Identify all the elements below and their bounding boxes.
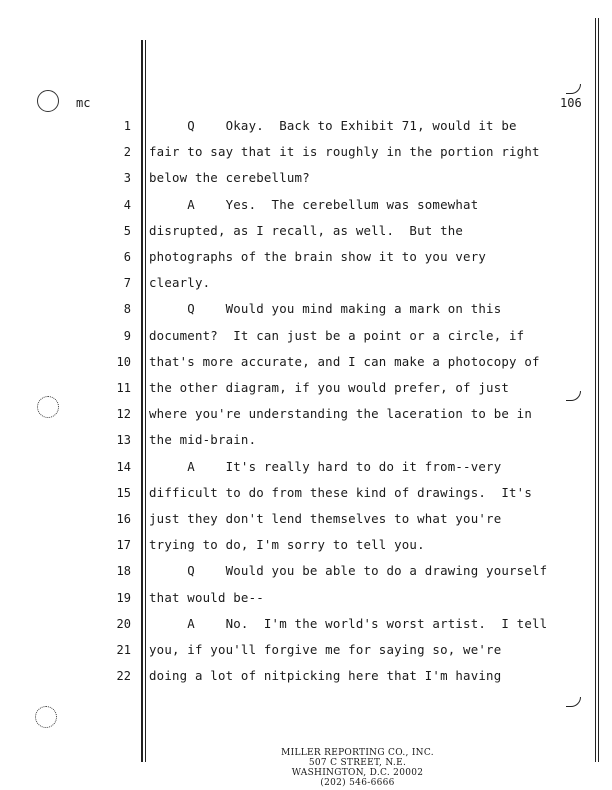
transcript-line — [0, 117, 612, 143]
page-number: 106 — [560, 96, 582, 110]
line-text: doing a lot of nitpicking here that I'm having — [149, 668, 502, 684]
line-text: photographs of the brain show it to you very — [149, 249, 487, 264]
line-text: that would be-- — [149, 589, 264, 605]
line-text: just they don't lend themselves to what you're — [149, 511, 502, 526]
line-number: 21 — [116, 643, 131, 657]
transcript-line — [0, 222, 612, 248]
transcript-line — [0, 641, 612, 667]
transcript-line — [0, 510, 612, 536]
line-text: where you're understanding the laceration to be in — [149, 406, 532, 422]
transcript-line — [0, 667, 612, 693]
line-text: Q Okay. Back to Exhibit 71, would it be — [149, 118, 517, 133]
line-number: 20 — [116, 616, 131, 631]
line-text: clearly. — [149, 275, 211, 291]
tab-mark-top — [566, 84, 581, 94]
line-text: A No. I'm the world's worst artist. I tell — [149, 615, 548, 631]
line-number: 10 — [116, 354, 131, 369]
transcript-line — [0, 615, 612, 641]
reporter-initials: mc — [76, 96, 91, 110]
transcript-line — [0, 484, 612, 510]
line-number: 11 — [116, 381, 131, 395]
tab-mark-bottom — [566, 697, 581, 707]
transcript-line — [0, 431, 612, 457]
transcript-line — [0, 248, 612, 274]
line-number: 8 — [123, 302, 131, 317]
footer-phone: (202) 546-6666 — [320, 778, 395, 788]
transcript-line — [0, 379, 612, 405]
line-number: 17 — [116, 538, 131, 553]
line-number: 4 — [123, 197, 131, 212]
transcript-line — [0, 353, 612, 379]
line-text: disrupted, as I recall, as well. But the — [149, 222, 464, 238]
line-number: 18 — [116, 564, 131, 579]
line-number: 12 — [116, 407, 131, 422]
transcript-line — [0, 274, 612, 300]
line-number: 1 — [123, 119, 131, 133]
line-number: 22 — [116, 669, 131, 684]
line-text: you, if you'll forgive me for saying so, we're — [149, 642, 502, 657]
transcript-line — [0, 405, 612, 431]
line-number: 2 — [123, 145, 131, 160]
line-number: 7 — [123, 276, 131, 291]
transcript-line — [0, 458, 612, 484]
transcript-line — [0, 536, 612, 562]
line-number: 16 — [116, 512, 131, 526]
line-number: 19 — [116, 590, 131, 605]
footer-city: WASHINGTON, D.C. 20002 — [291, 768, 424, 778]
transcript-line — [0, 300, 612, 326]
line-number: 9 — [123, 328, 131, 343]
reporter-footer — [250, 748, 465, 788]
line-text: fair to say that it is roughly in the portion right — [149, 144, 540, 160]
line-text: trying to do, I'm sorry to tell you. — [149, 537, 425, 553]
line-number: 14 — [116, 459, 131, 474]
line-number: 3 — [123, 171, 131, 186]
transcript-line — [0, 589, 612, 615]
punch-hole-bottom — [35, 706, 57, 728]
transcript-line — [0, 327, 612, 353]
line-number: 6 — [123, 250, 131, 264]
line-text: below the cerebellum? — [149, 170, 310, 186]
line-text: Q Would you mind making a mark on this — [149, 301, 502, 317]
line-text: that's more accurate, and I can make a photocopy of — [149, 353, 540, 369]
line-text: document? It can just be a point or a circle, if — [149, 327, 525, 343]
line-number: 5 — [123, 223, 131, 238]
transcript-line — [0, 562, 612, 588]
transcript-line — [0, 169, 612, 195]
line-text: the mid-brain. — [149, 432, 257, 448]
line-text: A It's really hard to do it from--very — [149, 458, 502, 474]
footer-street: 507 C STREET, N.E. — [308, 758, 407, 768]
footer-company: MILLER REPORTING CO., INC. — [281, 748, 434, 758]
line-number: 15 — [116, 485, 131, 500]
line-text: difficult to do from these kind of drawings. It's — [149, 484, 532, 500]
transcript-line — [0, 196, 612, 222]
line-text: the other diagram, if you would prefer, of just — [149, 380, 510, 395]
punch-hole-top — [37, 90, 59, 112]
line-number: 13 — [116, 433, 131, 448]
line-text: A Yes. The cerebellum was somewhat — [149, 196, 479, 212]
transcript-line — [0, 143, 612, 169]
line-text: Q Would you be able to do a drawing yourself — [149, 563, 548, 579]
